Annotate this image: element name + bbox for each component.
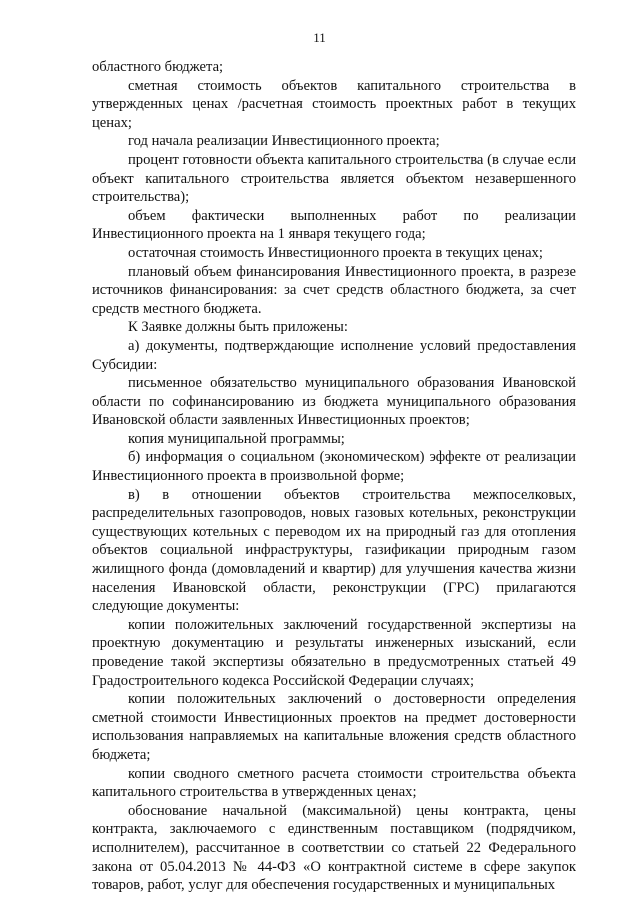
paragraph: копии положительных заключений государственной экспертизы на проектную документацию и результаты инженерных изысканий, если проведение такой экспертизы обязательно в предусмотренных статьей 49 Градостроительного кодекса Российской Федерации случаях; <box>92 616 576 689</box>
paragraph: обоснование начальной (максимальной) цены контракта, цены контракта, заключаемого с единственным поставщиком (подрядчиком, исполнителем), рассчитанное в соответствии со статьей 22 Федерального закона от 05.04.2013 № 44-ФЗ «О контрактной системе в сфере закупок товаров, работ, услуг для обеспечения государственных и муниципальных <box>92 802 576 894</box>
paragraph: процент готовности объекта капитального строительства (в случае если объект капитального строительства является объектом незавершенного строительства); <box>92 151 576 206</box>
paragraph: копия муниципальной программы; <box>128 430 345 447</box>
paragraph: остаточная стоимость Инвестиционного проекта в текущих ценах; <box>128 244 543 261</box>
paragraph: письменное обязательство муниципального образования Ивановской области по софинансированию из бюджета муниципального образования Ивановской области заявленных Инвестиционных проектов; <box>92 375 576 429</box>
paragraph: объем фактически выполненных работ по реализации Инвестиционного проекта на 1 января текущего года; <box>92 207 576 243</box>
paragraph: областного бюджета; <box>92 59 224 75</box>
document-body <box>92 58 576 895</box>
paragraph: копии положительных заключений о достоверности определения сметной стоимости Инвестиционных проектов на предмет достоверности использования направляемых на капитальные вложения средств областного бюджета; <box>92 691 576 763</box>
paragraph: б) информация о социальном (экономическом) эффекте от реализации Инвестиционного проекта в произвольной форме; <box>92 449 576 485</box>
paragraph: в) в отношении объектов строительства межпоселковых, распределительных газопроводов, новых газовых котельных, реконструкции существующих котельных с переводом их на природный газ для отопления объектов социальной инфраструктуры, газификации природным газом жилищного фонда (домовладений и квартир) для улучшения качества жизни населения Ивановской области, реконструкции (ГРС) прилагаются следующие документы: <box>92 486 576 615</box>
paragraph: а) документы, подтверждающие исполнение условий предоставления Субсидии: <box>92 337 576 373</box>
page-number: 11 <box>313 30 326 45</box>
paragraph: К Заявке должны быть приложены: <box>128 319 348 336</box>
paragraph: копии сводного сметного расчета стоимости строительства объекта капитального строительства в утвержденных ценах; <box>92 765 576 801</box>
paragraph: плановый объем финансирования Инвестиционного проекта, в разрезе источников финансирования: за счет средств областного бюджета, за счет средств местного бюджета. <box>92 263 576 317</box>
paragraph: год начала реализации Инвестиционного проекта; <box>128 133 440 150</box>
paragraph: сметная стоимость объектов капитального строительства в утвержденных ценах /расчетная стоимость проектных работ в текущих ценах; <box>92 77 576 131</box>
